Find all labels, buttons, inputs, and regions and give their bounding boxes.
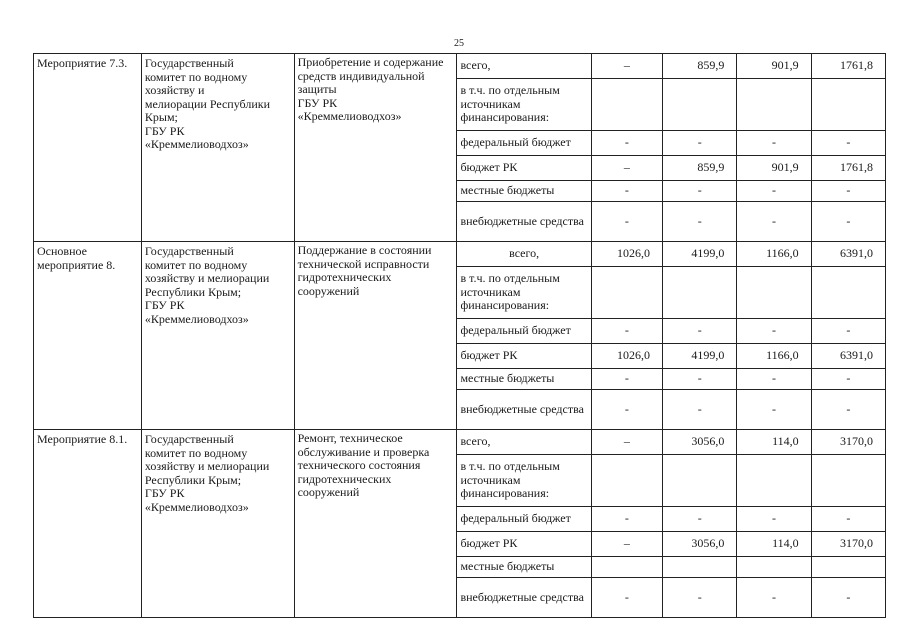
description-line: сооружений — [297, 485, 360, 499]
financing-source: федеральный бюджет — [457, 507, 591, 532]
page-number: 25 — [454, 38, 464, 49]
executor-line: Государственный — [144, 244, 234, 258]
financing-source: федеральный бюджет — [457, 131, 591, 156]
executor — [141, 54, 294, 242]
financing-source: в т.ч. по отдельным источникам финансирования: — [457, 267, 591, 319]
amount-cell: - — [737, 390, 811, 430]
amount-cell: - — [737, 578, 811, 618]
financing-source: внебюджетные средства — [457, 390, 591, 430]
amount-cell: – — [591, 532, 662, 557]
amount-cell: - — [663, 181, 737, 202]
event-name: Основное мероприятие 8. — [34, 242, 142, 430]
executor-line: Государственный — [144, 56, 234, 70]
amount-cell: – — [591, 156, 662, 181]
amount-cell — [737, 267, 811, 319]
description-line: технического состояния — [297, 458, 421, 472]
financing-source: всего, — [457, 430, 591, 455]
amount-cell: - — [737, 507, 811, 532]
executor-line: Республики Крым; — [144, 472, 242, 487]
amount-cell: 1166,0 — [737, 242, 811, 267]
executor-line: хозяйству и мелиорации — [144, 459, 270, 473]
financing-source: в т.ч. по отдельным источникам финансирования: — [457, 79, 591, 131]
amount-cell — [811, 267, 885, 319]
amount-cell: - — [591, 507, 662, 532]
amount-cell: 1166,0 — [737, 344, 811, 369]
executor-line: хозяйству и — [144, 83, 205, 97]
description-line: обслуживание и проверка — [297, 444, 430, 459]
financing-source: бюджет РК — [457, 532, 591, 557]
financing-source: всего, — [457, 54, 591, 79]
amount-cell: 1761,8 — [811, 156, 885, 181]
amount-cell: - — [811, 578, 885, 618]
financing-source: бюджет РК — [457, 344, 591, 369]
executor-line: комитет по водному — [144, 445, 248, 460]
executor-line: Республики Крым; — [144, 284, 242, 299]
amount-cell — [663, 557, 737, 578]
description-line: Ремонт, техническое — [297, 431, 403, 445]
amount-cell: 114,0 — [737, 430, 811, 455]
event-name: Мероприятие 8.1. — [34, 430, 142, 618]
executor-line: Государственный — [144, 432, 234, 446]
amount-cell: 6391,0 — [811, 242, 885, 267]
amount-cell: - — [811, 369, 885, 390]
amount-cell: - — [811, 319, 885, 344]
amount-cell: 1026,0 — [591, 344, 662, 369]
financing-source: местные бюджеты — [457, 181, 591, 202]
amount-cell: - — [663, 202, 737, 242]
financing-source: местные бюджеты — [457, 557, 591, 578]
description-line: сооружений — [297, 283, 360, 298]
amount-cell — [663, 79, 737, 131]
amount-cell: - — [737, 202, 811, 242]
executor — [141, 242, 294, 430]
description-line: Поддержание в состоянии — [297, 243, 432, 257]
amount-cell: 859,9 — [663, 156, 737, 181]
executor-line: Крым; — [144, 110, 178, 124]
executor-line: ГБУ РК — [144, 486, 185, 500]
amount-cell: - — [663, 578, 737, 618]
amount-cell: - — [591, 202, 662, 242]
description — [294, 54, 457, 242]
amount-cell: 3056,0 — [663, 532, 737, 557]
amount-cell: - — [811, 181, 885, 202]
description-line: гидротехнических — [297, 471, 392, 486]
executor-line: «Креммелиоводхоз» — [144, 311, 249, 326]
executor-line: хозяйству и мелиорации — [144, 271, 270, 285]
amount-cell: - — [811, 507, 885, 532]
description-line: «Креммелиоводхоз» — [297, 109, 402, 123]
amount-cell — [663, 267, 737, 319]
amount-cell — [591, 79, 662, 131]
amount-cell: - — [591, 390, 662, 430]
amount-cell: - — [663, 507, 737, 532]
amount-cell: - — [737, 319, 811, 344]
financing-source: федеральный бюджет — [457, 319, 591, 344]
amount-cell: 114,0 — [737, 532, 811, 557]
amount-cell: - — [591, 578, 662, 618]
amount-cell: - — [811, 202, 885, 242]
executor — [141, 430, 294, 618]
financing-source: бюджет РК — [457, 156, 591, 181]
amount-cell: 901,9 — [737, 54, 811, 79]
amount-cell: - — [663, 390, 737, 430]
amount-cell: - — [811, 131, 885, 156]
amount-cell: - — [663, 369, 737, 390]
description-line: гидротехнических — [297, 270, 392, 284]
amount-cell: - — [591, 181, 662, 202]
amount-cell — [591, 557, 662, 578]
financing-source: в т.ч. по отдельным источникам финансирования: — [457, 455, 591, 507]
table-row — [34, 430, 886, 455]
executor-line: «Креммелиоводхоз» — [144, 137, 249, 151]
amount-cell: 3170,0 — [811, 532, 885, 557]
description — [294, 430, 457, 618]
amount-cell: - — [737, 181, 811, 202]
amount-cell: - — [737, 369, 811, 390]
description-line: защиты — [297, 82, 337, 96]
amount-cell: - — [663, 319, 737, 344]
financing-source: местные бюджеты — [457, 369, 591, 390]
amount-cell — [737, 557, 811, 578]
amount-cell: 4199,0 — [663, 242, 737, 267]
amount-cell — [591, 267, 662, 319]
financing-table — [33, 53, 886, 618]
amount-cell: 901,9 — [737, 156, 811, 181]
description-line: технической исправности — [297, 256, 430, 271]
executor-line: мелиорации Республики — [144, 96, 271, 111]
event-name: Мероприятие 7.3. — [34, 54, 142, 242]
description — [294, 242, 457, 430]
amount-cell: - — [591, 369, 662, 390]
amount-cell: 3056,0 — [663, 430, 737, 455]
amount-cell: - — [811, 390, 885, 430]
amount-cell: - — [737, 131, 811, 156]
executor-line: ГБУ РК — [144, 123, 185, 138]
amount-cell — [811, 557, 885, 578]
executor-line: «Креммелиоводхоз» — [144, 499, 249, 514]
amount-cell: - — [663, 131, 737, 156]
amount-cell: 1026,0 — [591, 242, 662, 267]
executor-line: комитет по водному — [144, 69, 248, 84]
amount-cell: 859,9 — [663, 54, 737, 79]
amount-cell — [591, 455, 662, 507]
executor-line: ГБУ РК — [144, 298, 185, 312]
amount-cell — [811, 455, 885, 507]
amount-cell: - — [591, 131, 662, 156]
executor-line: комитет по водному — [144, 257, 248, 272]
amount-cell: - — [591, 319, 662, 344]
amount-cell — [737, 79, 811, 131]
amount-cell — [737, 455, 811, 507]
amount-cell — [663, 455, 737, 507]
financing-source: всего, — [457, 242, 591, 267]
financing-source: внебюджетные средства — [457, 202, 591, 242]
financing-source: внебюджетные средства — [457, 578, 591, 618]
description-line: средств индивидуальной — [297, 68, 425, 83]
amount-cell — [811, 79, 885, 131]
description-line: Приобретение и содержание — [297, 55, 444, 69]
table-body — [34, 54, 886, 618]
description-line: ГБУ РК — [297, 95, 338, 110]
amount-cell: 6391,0 — [811, 344, 885, 369]
amount-cell: 4199,0 — [663, 344, 737, 369]
table-row — [34, 54, 886, 79]
amount-cell: 1761,8 — [811, 54, 885, 79]
amount-cell: – — [591, 430, 662, 455]
table-row — [34, 242, 886, 267]
amount-cell: – — [591, 54, 662, 79]
amount-cell: 3170,0 — [811, 430, 885, 455]
